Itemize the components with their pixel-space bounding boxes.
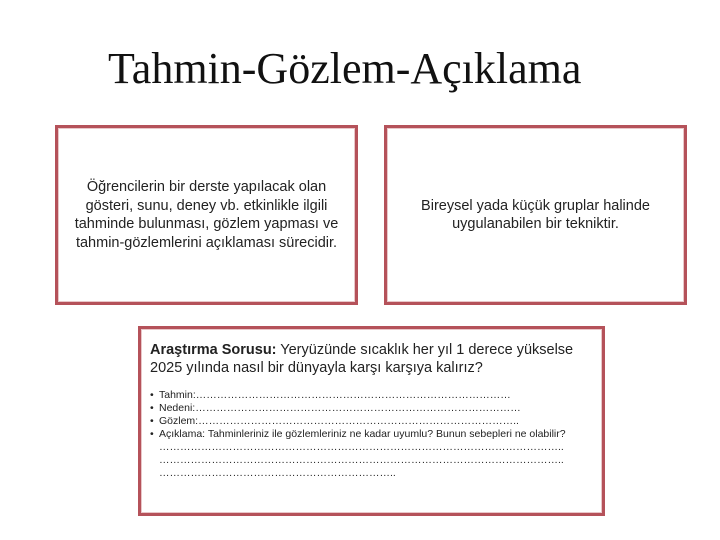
list-item-observation: • Gözlem:……………………………………………………………………………….. (150, 415, 519, 427)
answer-line: …………………………………………………………………………………………………….. (159, 441, 564, 453)
research-question-text: Yeryüzünde sıcaklık her yıl 1 derece yükselse 2025 yılında nasıl bir dünyayla karşı karşıya kalırız? (150, 342, 574, 376)
bullet-icon: • (150, 389, 154, 401)
answer-line: ………………………………………………………….. (159, 467, 396, 479)
bullet-icon: • (150, 402, 154, 414)
list-item-reason: • Nedeni:………………………………………………………………………………… (150, 402, 521, 414)
usage-text: Bireysel yada küçük gruplar halinde uygulanabilen bir tekniktir. (421, 197, 650, 232)
worksheet-list (150, 389, 594, 441)
bullet-icon: • (150, 428, 154, 440)
list-item-prediction: • Tahmin:……………………………………………………………………………… (150, 389, 511, 401)
bullet-icon: • (150, 415, 154, 427)
answer-line: …………………………………………………………………………………………………….. (159, 454, 564, 466)
slide-title: Tahmin-Gözlem-Açıklama (108, 44, 582, 93)
research-question-label: Araştırma Sorusu: (150, 342, 277, 358)
usage-box (384, 125, 687, 305)
research-question (150, 341, 594, 377)
list-item-explanation: • Açıklama: Tahminleriniz ile gözlemleriniz ne kadar uyumlu? Bunun sebepleri ne olabilir? (150, 428, 566, 440)
research-question-box (138, 326, 605, 516)
definition-text: Öğrencilerin bir derste yapılacak olan gösteri, sunu, deney vb. etkinlikle ilgili tahminde bulunması, gözlem yapması ve tahmin-gözlemlerini açıklaması sürecidir. (74, 179, 339, 251)
definition-box (55, 125, 358, 305)
